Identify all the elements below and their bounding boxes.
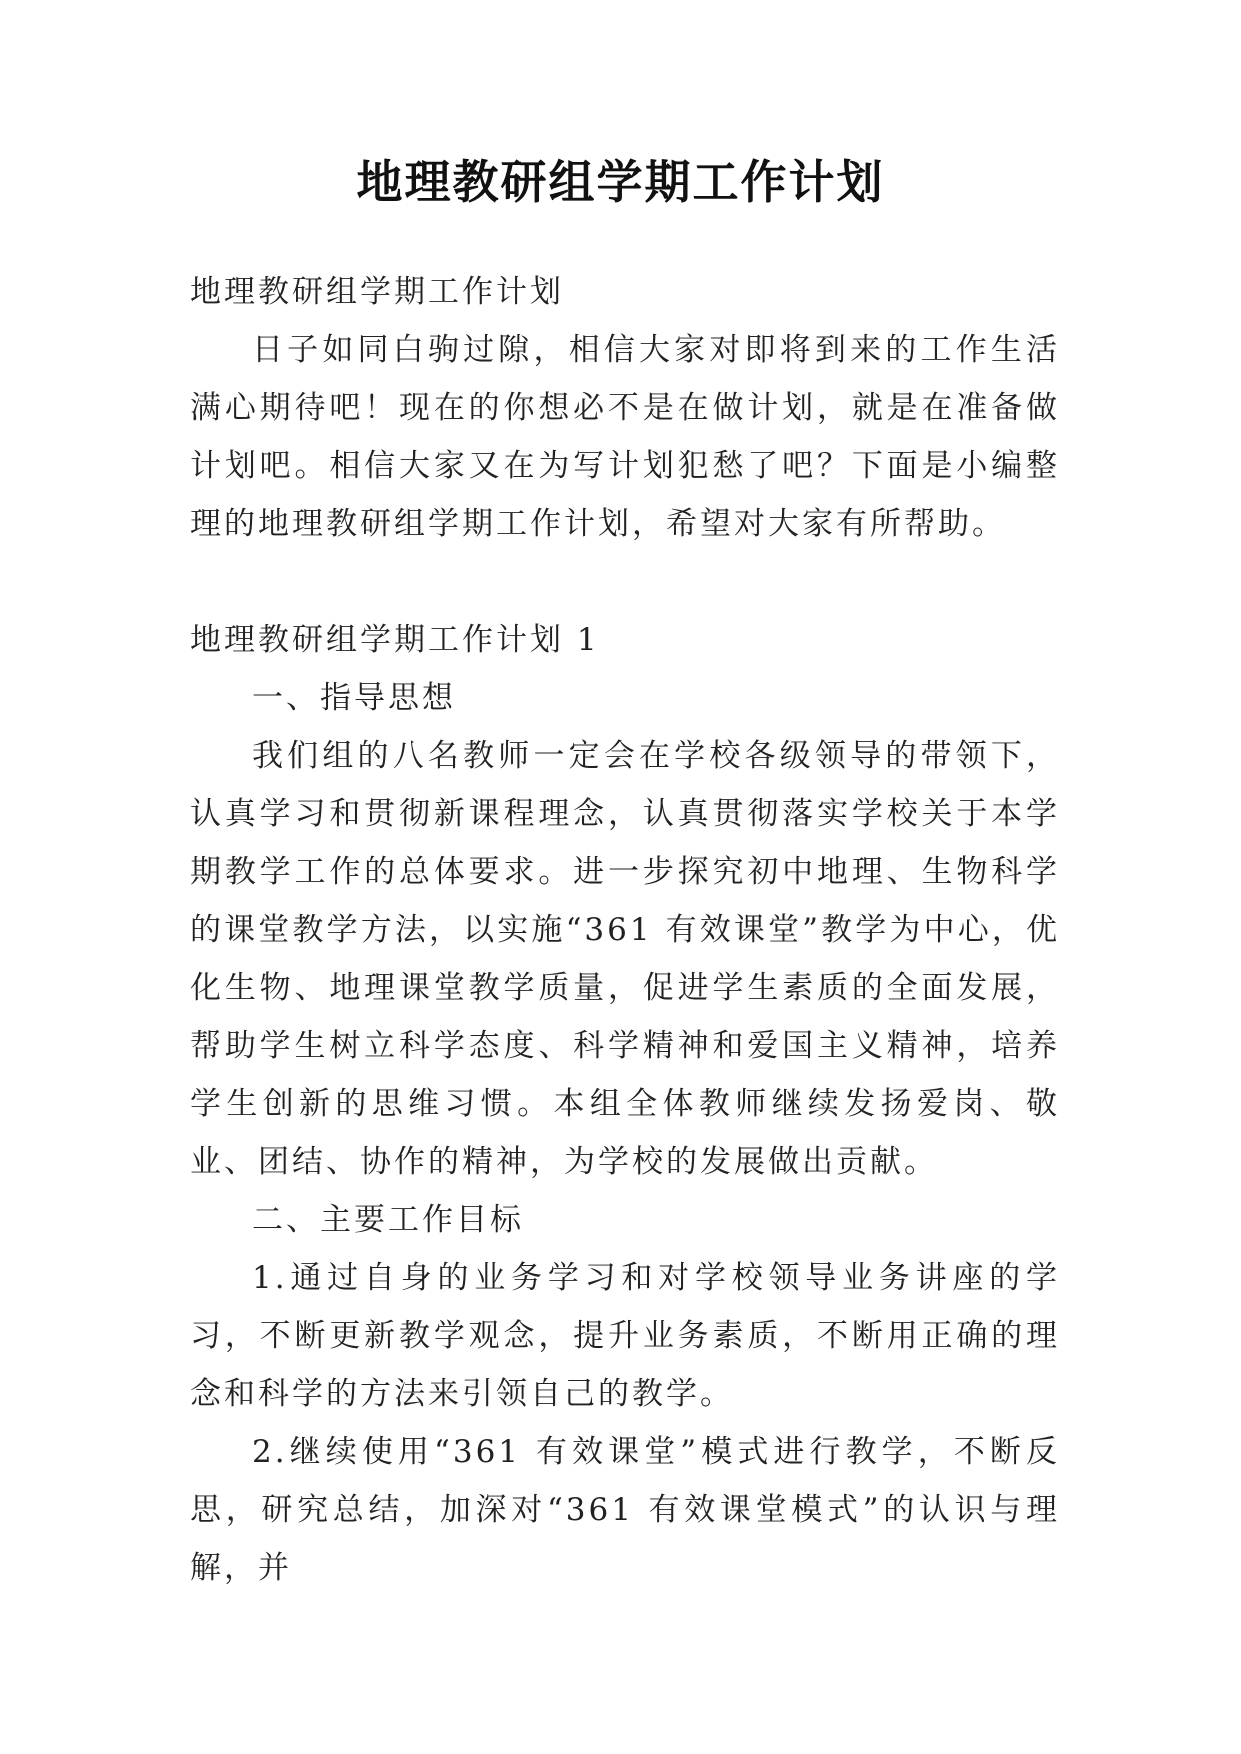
section-title: 地理教研组学期工作计划 1 [190, 622, 600, 658]
document-subtitle: 地理教研组学期工作计划 [190, 274, 564, 310]
goal-item-1: 1.通过自身的业务学习和对学校领导业务讲座的学习，不断更新教学观念，提升业务素质，不断用正确的理念和科学的方法来引领自己的教学。 [190, 1260, 1060, 1412]
guiding-ideology-paragraph: 我们组的八名教师一定会在学校各级领导的带领下，认真学习和贯彻新课程理念，认真贯彻落实学校关于本学期教学工作的总体要求。进一步探究初中地理、生物科学的课堂教学方法，以实施“361 有效课堂”教学为中心，优化生物、地理课堂教学质量，促进学生素质的全面发展，帮助学生树立科学态度、科学精神和爱国主义精神，培养学生创新的思维习惯。本组全体教师继续发扬爱岗、敬业、团结、协作的精神，为学校的发展做出贡献。 [190, 738, 1060, 1180]
goal-item-2: 2.继续使用“361 有效课堂”模式进行教学，不断反思，研究总结，加深对“361 有效课堂模式”的认识与理解，并 [190, 1434, 1060, 1586]
intro-paragraph: 日子如同白驹过隙，相信大家对即将到来的工作生活满心期待吧！现在的你想必不是在做计划，就是在准备做计划吧。相信大家又在为写计划犯愁了吧？下面是小编整理的地理教研组学期工作计划，希望对大家有所帮助。 [190, 332, 1060, 542]
document-body [190, 263, 1060, 1597]
document-title: 地理教研组学期工作计划 [356, 155, 885, 209]
paragraph-spacer [190, 553, 1060, 611]
heading-guiding-ideology: 一、指导思想 [252, 680, 456, 716]
heading-main-goals: 二、主要工作目标 [252, 1202, 524, 1238]
